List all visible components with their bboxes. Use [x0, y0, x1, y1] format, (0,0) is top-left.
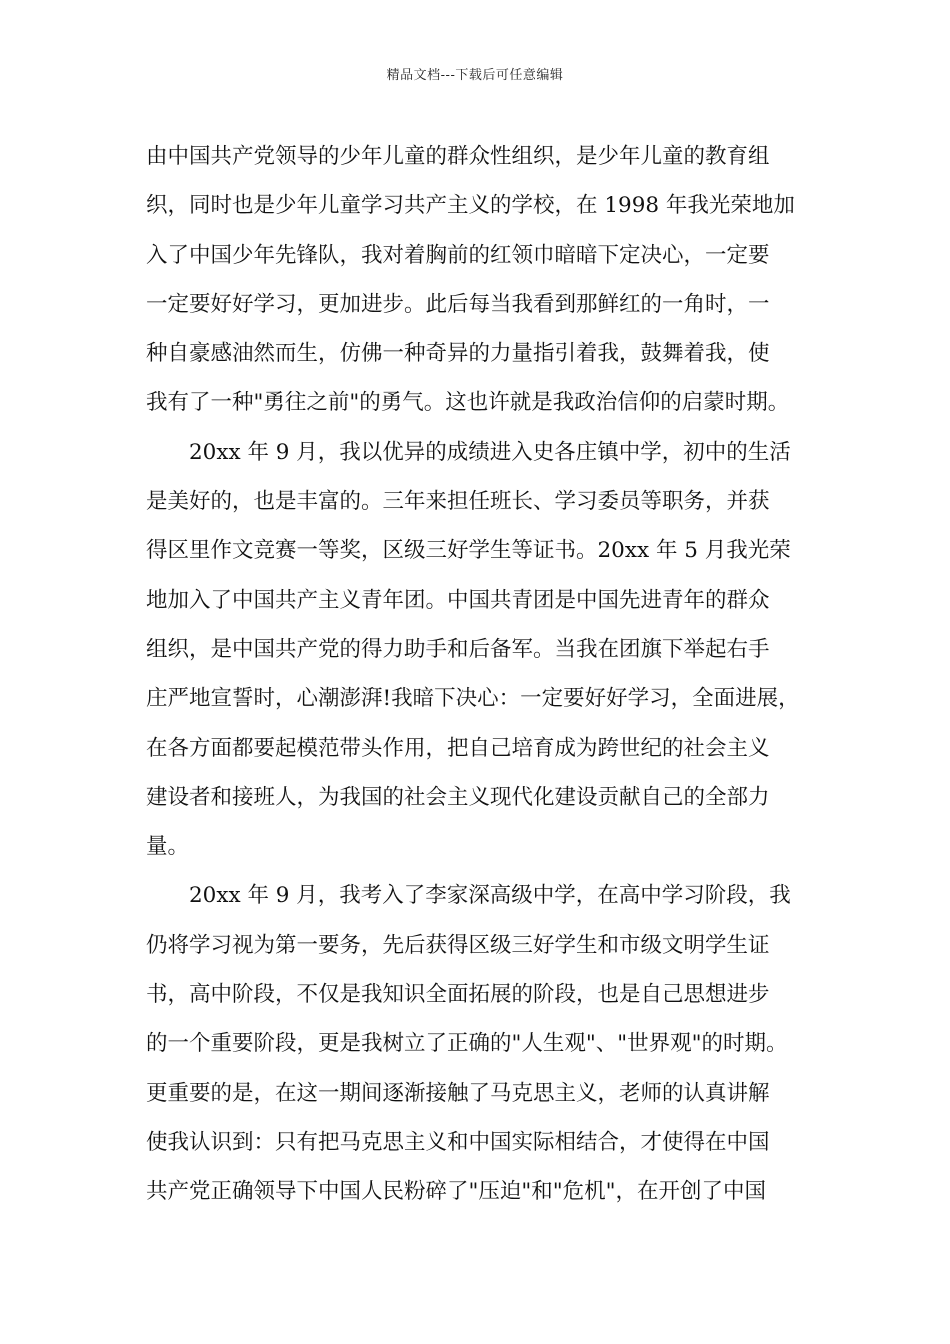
text-line: 的一个重要阶段，更是我树立了正确的"人生观"、"世界观"的时期。 — [146, 1031, 788, 1057]
document-body — [146, 132, 826, 1217]
text-line: 20xx 年 9 月，我以优异的成绩进入史各庄镇中学，初中的生活 — [189, 439, 791, 465]
text-line: 在各方面都要起模范带头作用，把自己培育成为跨世纪的社会主义 — [146, 735, 770, 761]
text-line: 共产党正确领导下中国人民粉碎了"压迫"和"危机"，在开创了中国 — [146, 1179, 767, 1205]
text-line: 织，同时也是少年儿童学习共产主义的学校，在 1998 年我光荣地加 — [146, 193, 795, 219]
text-line: 书，高中阶段，不仅是我知识全面拓展的阶段，也是自己思想进步 — [146, 982, 770, 1008]
text-line: 由中国共产党领导的少年儿童的群众性组织，是少年儿童的教育组 — [146, 144, 770, 169]
text-line: 建设者和接班人，为我国的社会主义现代化建设贡献自己的全部力 — [146, 784, 770, 810]
text-line: 种自豪感油然而生，仿佛一种奇异的力量指引着我，鼓舞着我，使 — [146, 341, 770, 367]
text-line: 入了中国少年先锋队，我对着胸前的红领巾暗暗下定决心，一定要 — [146, 242, 770, 268]
text-line: 一定要好好学习，更加进步。此后每当我看到那鲜红的一角时，一 — [146, 291, 770, 317]
text-line: 地加入了中国共产主义青年团。中国共青团是中国先进青年的群众 — [146, 587, 770, 613]
page-header: 精品文档---下载后可任意编辑 — [386, 68, 564, 83]
text-line: 20xx 年 9 月，我考入了李家深高级中学，在高中学习阶段，我 — [189, 883, 791, 909]
text-line: 庄严地宣誓时，心潮澎湃!我暗下决心：一定要好好学习，全面进展， — [146, 686, 800, 712]
text-line: 是美好的，也是丰富的。三年来担任班长、学习委员等职务，并获 — [146, 489, 770, 515]
text-line: 我有了一种"勇往之前"的勇气。这也许就是我政治信仰的启蒙时期。 — [146, 390, 790, 416]
text-line: 得区里作文竞赛一等奖，区级三好学生等证书。20xx 年 5 月我光荣 — [146, 538, 791, 564]
text-line: 组织，是中国共产党的得力助手和后备军。当我在团旗下举起右手 — [146, 636, 770, 662]
text-line: 仍将学习视为第一要务，先后获得区级三好学生和市级文明学生证 — [146, 932, 770, 958]
text-line: 使我认识到：只有把马克思主义和中国实际相结合，才使得在中国 — [146, 1129, 770, 1155]
text-line: 量。 — [146, 834, 190, 860]
text-line: 更重要的是，在这一期间逐渐接触了马克思主义，老师的认真讲解 — [146, 1080, 770, 1106]
